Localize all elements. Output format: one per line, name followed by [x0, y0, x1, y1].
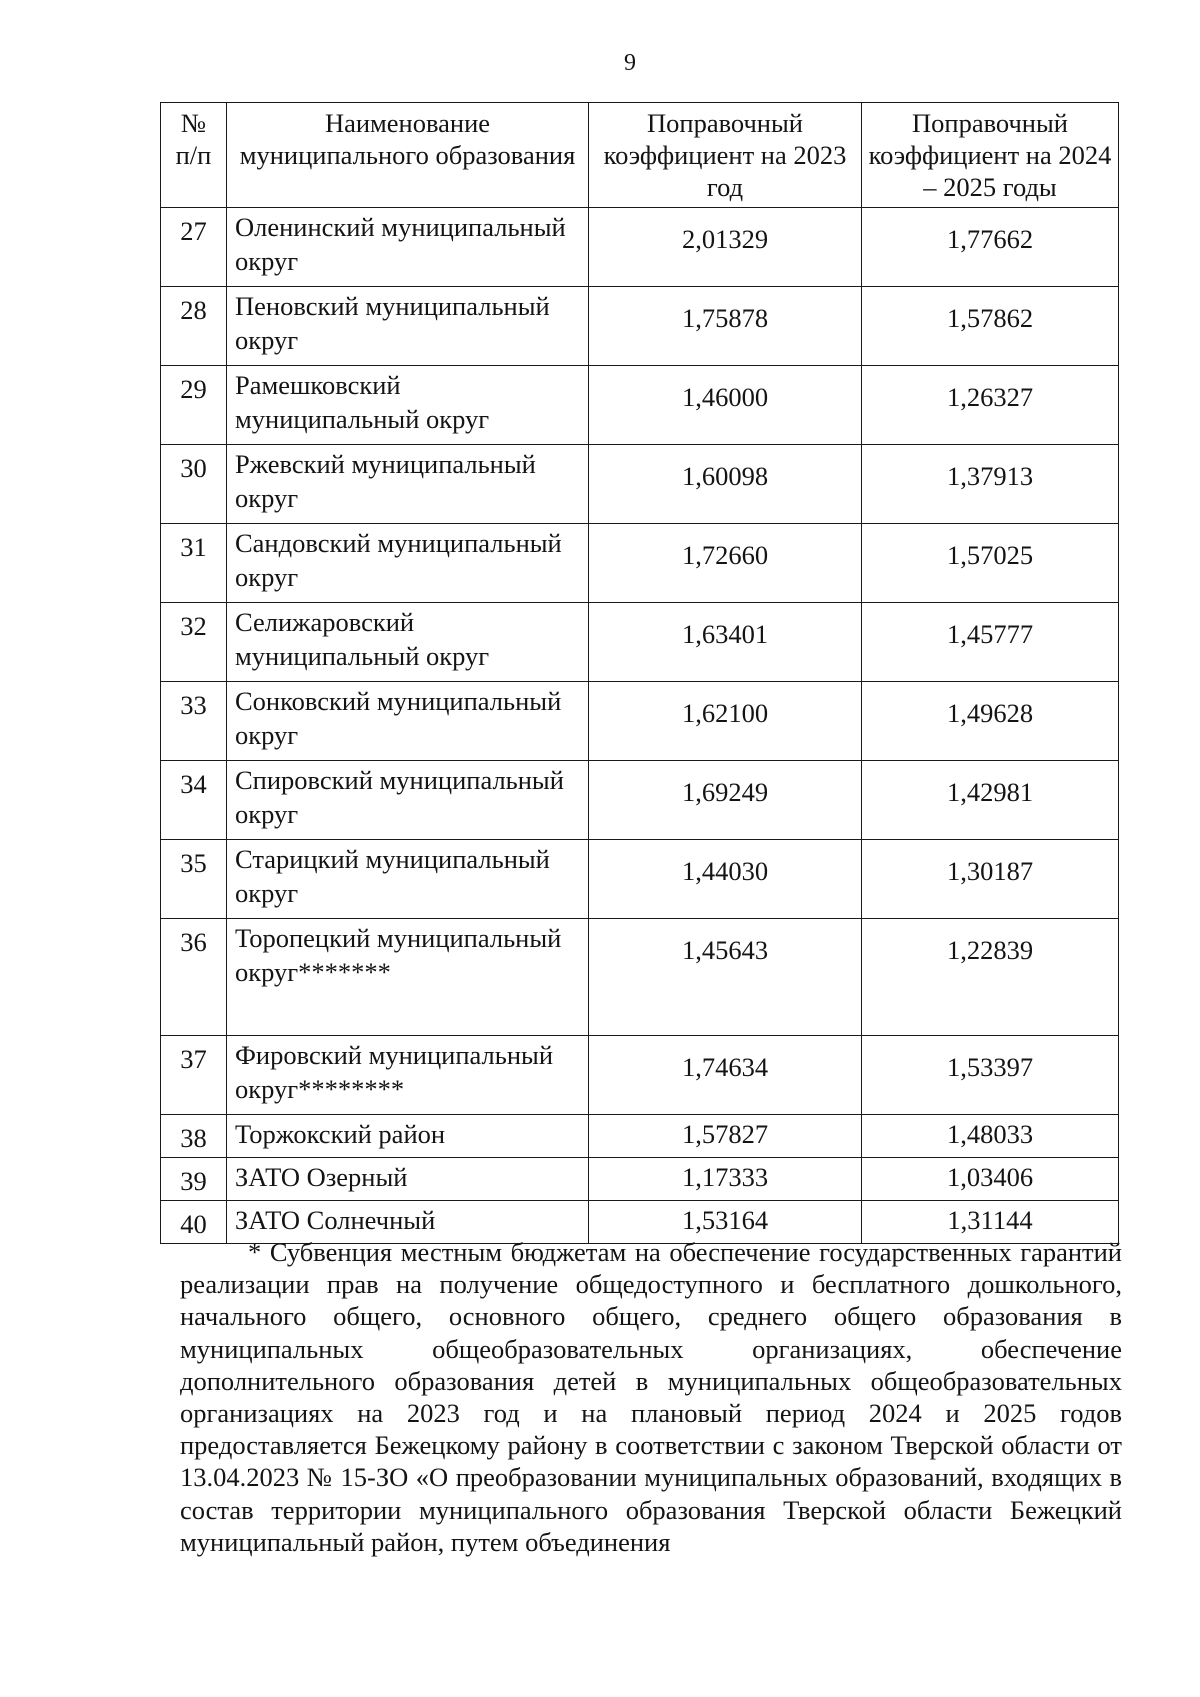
table-row — [161, 287, 1119, 366]
table-header-row — [161, 103, 1119, 208]
table-row — [161, 366, 1119, 445]
row-num: 33 — [161, 682, 227, 761]
row-name: Фировский муниципальный округ******** — [227, 1036, 589, 1115]
row-coef-2023: 1,75878 — [589, 287, 862, 366]
row-coef-2024-2025: 1,26327 — [862, 366, 1119, 445]
row-num: 34 — [161, 761, 227, 840]
header-coef-2024-2025: Поправочный коэффициент на 2024 – 2025 годы — [862, 103, 1119, 208]
row-coef-2024-2025: 1,57862 — [862, 287, 1119, 366]
row-coef-2023: 1,60098 — [589, 445, 862, 524]
coefficients-table — [160, 102, 1119, 1244]
header-num: № п/п — [161, 103, 227, 208]
row-num: 39 — [161, 1158, 227, 1201]
table-row — [161, 682, 1119, 761]
table-row — [161, 1036, 1119, 1115]
row-name: Сандовский муниципальный округ — [227, 524, 589, 603]
row-coef-2023: 1,53164 — [589, 1201, 862, 1244]
table-row — [161, 603, 1119, 682]
row-coef-2024-2025: 1,77662 — [862, 208, 1119, 287]
row-coef-2024-2025: 1,31144 — [862, 1201, 1119, 1244]
row-coef-2023: 1,45643 — [589, 919, 862, 1036]
row-name: Рамешковский муниципальный округ — [227, 366, 589, 445]
row-name: Спировский муниципальный округ — [227, 761, 589, 840]
row-coef-2024-2025: 1,48033 — [862, 1115, 1119, 1158]
row-coef-2024-2025: 1,53397 — [862, 1036, 1119, 1115]
row-num: 28 — [161, 287, 227, 366]
row-num: 31 — [161, 524, 227, 603]
footnote-paragraph: * Субвенция местным бюджетам на обеспечение государственных гарантий реализации прав на получение общедоступного и бесплатного дошкольного, начального общего, основного общего, среднего общего образования в муниципальных общеобразовательных организациях, обеспечение дополнительного образования детей в муниципальных общеобразовательных организациях на 2023 год и на плановый период 2024 и 2025 годов предоставляется Бежецкому району в соответствии с законом Тверской области от 13.04.2023 № 15-ЗО «О преобразовании муниципальных образований, входящих в состав территории муниципального образования Тверской области Бежецкий муниципальный район, путем объединения — [180, 1237, 1122, 1557]
row-num: 27 — [161, 208, 227, 287]
row-name: ЗАТО Солнечный — [227, 1201, 589, 1244]
row-num: 37 — [161, 1036, 227, 1115]
row-name: Ржевский муниципальный округ — [227, 445, 589, 524]
row-coef-2024-2025: 1,42981 — [862, 761, 1119, 840]
row-coef-2024-2025: 1,22839 — [862, 919, 1119, 1036]
row-coef-2023: 1,44030 — [589, 840, 862, 919]
row-name: Селижаровский муниципальный округ — [227, 603, 589, 682]
row-name: Сонковский муниципальный округ — [227, 682, 589, 761]
row-coef-2023: 1,62100 — [589, 682, 862, 761]
header-name: Наименование муниципального образования — [227, 103, 589, 208]
row-coef-2023: 1,63401 — [589, 603, 862, 682]
table-row — [161, 1158, 1119, 1201]
table-row — [161, 524, 1119, 603]
row-num: 40 — [161, 1201, 227, 1244]
row-name: ЗАТО Озерный — [227, 1158, 589, 1201]
row-name: Старицкий муниципальный округ — [227, 840, 589, 919]
row-name: Торопецкий муниципальный округ******* — [227, 919, 589, 1036]
row-name: Торжокский район — [227, 1115, 589, 1158]
row-num: 38 — [161, 1115, 227, 1158]
table-row — [161, 840, 1119, 919]
table-row — [161, 919, 1119, 1036]
row-num: 30 — [161, 445, 227, 524]
row-num: 35 — [161, 840, 227, 919]
row-coef-2023: 1,74634 — [589, 1036, 862, 1115]
table-row — [161, 208, 1119, 287]
row-num: 32 — [161, 603, 227, 682]
row-coef-2023: 1,17333 — [589, 1158, 862, 1201]
row-coef-2024-2025: 1,49628 — [862, 682, 1119, 761]
row-num: 36 — [161, 919, 227, 1036]
row-coef-2024-2025: 1,30187 — [862, 840, 1119, 919]
row-coef-2023: 1,46000 — [589, 366, 862, 445]
header-coef-2023: Поправочный коэффициент на 2023 год — [589, 103, 862, 208]
table-row — [161, 445, 1119, 524]
row-coef-2023: 1,72660 — [589, 524, 862, 603]
row-coef-2023: 1,69249 — [589, 761, 862, 840]
row-name: Пеновский муниципальный округ — [227, 287, 589, 366]
row-coef-2024-2025: 1,57025 — [862, 524, 1119, 603]
row-num: 29 — [161, 366, 227, 445]
row-coef-2023: 2,01329 — [589, 208, 862, 287]
table-row — [161, 761, 1119, 840]
row-coef-2024-2025: 1,03406 — [862, 1158, 1119, 1201]
page-number: 9 — [624, 50, 636, 76]
table-row — [161, 1115, 1119, 1158]
row-coef-2024-2025: 1,37913 — [862, 445, 1119, 524]
row-coef-2023: 1,57827 — [589, 1115, 862, 1158]
row-name: Оленинский муниципальный округ — [227, 208, 589, 287]
row-coef-2024-2025: 1,45777 — [862, 603, 1119, 682]
